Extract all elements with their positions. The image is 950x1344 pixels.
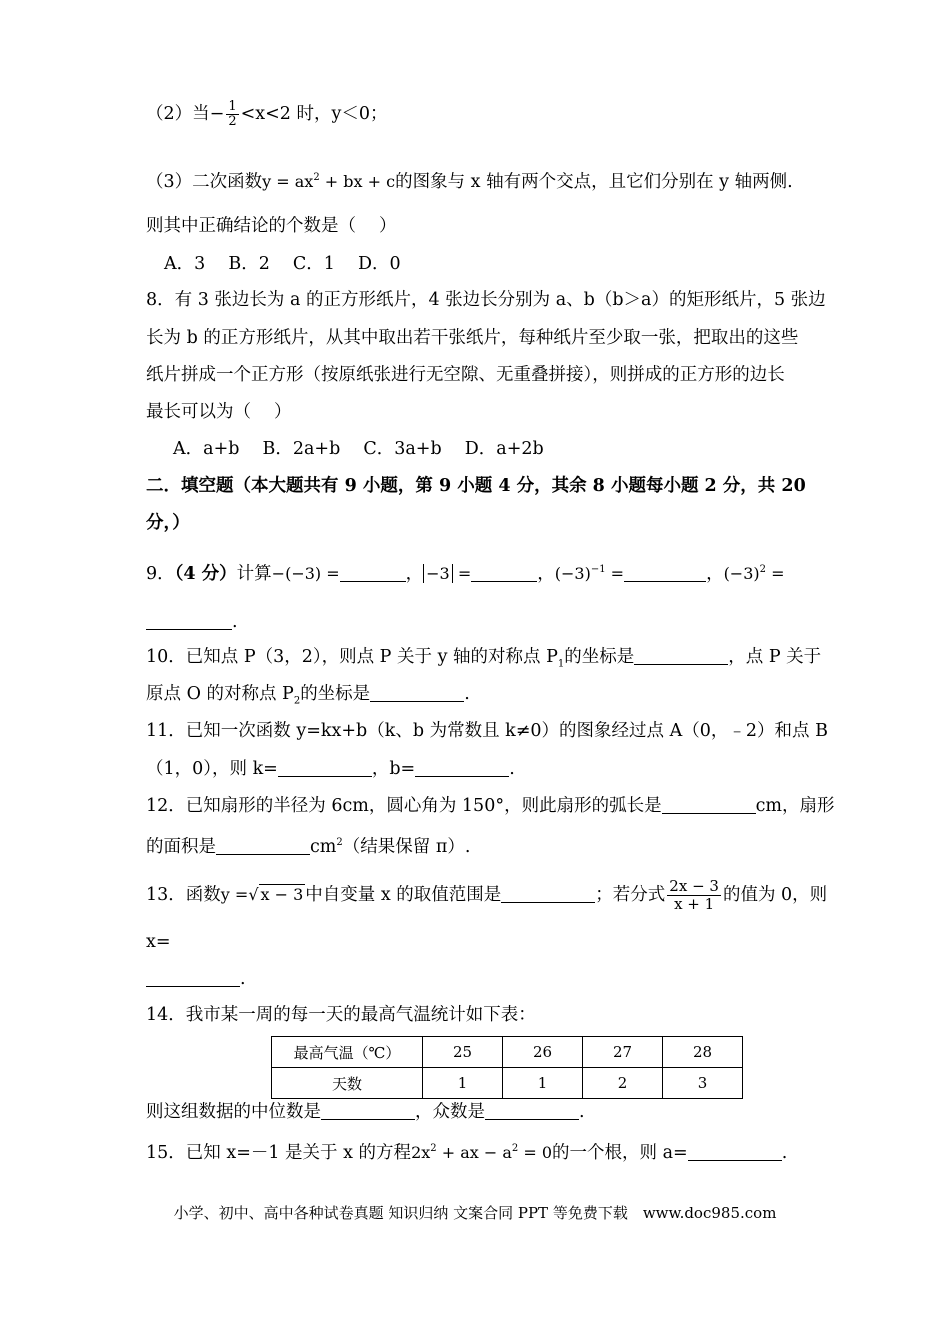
q11-text-b: ，b= [371, 759, 416, 779]
q13-fraction [667, 878, 721, 913]
q9-blank-2[interactable] [471, 563, 537, 582]
q14-intro: 14．我市某一周的每一天的最高气温统计如下表： [146, 1005, 536, 1025]
q9-expr4: (−3) [723, 563, 760, 583]
q9-text: 计算 [236, 563, 272, 584]
q15-text-b: 的一个根，则 a= [552, 1142, 688, 1163]
q12-text-b: cm，扇形 [755, 796, 835, 816]
table-cell: 28 [663, 1037, 743, 1068]
q15-text-a: 15．已知 x=－1 是关于 x 的方程 [146, 1142, 412, 1163]
q9-line2 [146, 610, 238, 634]
q7-item2-suffix: <x<2 时，y＜0； [240, 104, 388, 124]
q13-line3 [146, 967, 246, 991]
q13-blank-range[interactable] [501, 884, 595, 903]
q8-line2: 长为 b 的正方形纸片，从其中取出若干张纸片，每种纸片至少取一张，把取出的这些 [146, 328, 799, 348]
q10-line2 [146, 682, 470, 714]
q8-line4: 最长可以为（ ） [146, 402, 292, 422]
q12-blank-arc[interactable] [662, 795, 756, 814]
table-row [272, 1037, 743, 1068]
table-cell: 1 [503, 1068, 583, 1099]
q15-exponent-1: 2 [430, 1143, 437, 1154]
q11-blank-k[interactable] [278, 758, 372, 777]
q13-blank-x[interactable] [146, 968, 240, 987]
q9-expr3: (−3) [554, 563, 591, 583]
q14-end: . [579, 1102, 585, 1122]
q12-text-e: （结果保留 π）. [342, 836, 471, 857]
q15-exponent-2: 2 [511, 1143, 519, 1154]
q9-expr1: −(−3) = [271, 563, 340, 583]
q15-blank-a[interactable] [688, 1142, 782, 1161]
q10-line1 [146, 645, 821, 677]
table-row [272, 1068, 743, 1099]
q10-subscript-2: 2 [293, 695, 301, 707]
q15-eq-b: + ax − a [436, 1142, 512, 1162]
q11-line1: 11．已知一次函数 y=kx+b（k、b 为常数且 k≠0）的图象经过点 A（0，﹣2）和点 B [146, 721, 828, 741]
q7-item3-prefix: （3）二次函数 [146, 171, 263, 192]
q9-expr2-eq: = [452, 563, 472, 583]
q13-function: y = [220, 885, 249, 904]
q7-item3 [146, 166, 793, 194]
q7-options: A．3 B．2 C．1 D．0 [164, 254, 401, 274]
q9-expr2: −3 [423, 564, 453, 583]
table-cell: 27 [583, 1037, 663, 1068]
q10-blank-1[interactable] [634, 646, 728, 665]
q8-line1: 8．有 3 张边长为 a 的正方形纸片，4 张边长分别为 a、b（b＞a）的矩形纸片，5 张边 [146, 290, 826, 310]
q10-subscript-1: 1 [557, 658, 565, 670]
q7-item3-suffix: 的图象与 x 轴有两个交点，且它们分别在 y 轴两侧. [395, 171, 793, 192]
q9-separator: ， [405, 563, 424, 584]
q13-line1 [146, 878, 827, 913]
q13-prefix: 13．函数 [146, 885, 221, 905]
q10-blank-2[interactable] [370, 683, 464, 702]
section2-heading-line2: 分，） [146, 513, 190, 533]
q9-blank-3[interactable] [624, 563, 706, 582]
sqrt-icon: √ [248, 885, 259, 904]
temperature-table [271, 1036, 743, 1099]
q14-blank-median[interactable] [321, 1101, 415, 1120]
q15-end: . [781, 1142, 788, 1163]
q14-blank-mode[interactable] [485, 1101, 579, 1120]
q9-separator: ， [706, 563, 724, 584]
table-cell: 最高气温（℃） [272, 1037, 423, 1068]
fraction-numerator: 2x − 3 [669, 877, 719, 895]
q13-radicand: x − 3 [260, 885, 304, 904]
q9-expr4-eq: = [766, 563, 785, 583]
q13-line2: x= [146, 932, 171, 952]
q14-text-a: 则这组数据的中位数是 [146, 1102, 321, 1122]
q7-item2 [146, 100, 388, 129]
table-cell: 3 [663, 1068, 743, 1099]
q9-blank-1[interactable] [340, 563, 406, 582]
q11-line2 [146, 757, 515, 781]
page-footer: 小学、初中、高中各种试卷真题 知识归纳 文案合同 PPT 等免费下载 www.doc985.com [173, 1204, 777, 1222]
q12-text-c: 的面积是 [146, 836, 216, 857]
q9-expr3-eq: = [605, 563, 625, 583]
q9-number: 9． [146, 563, 175, 584]
q7-item2-fraction [226, 100, 238, 129]
table-cell: 2 [583, 1068, 663, 1099]
q8-line3: 纸片拼成一个正方形（按原纸张进行无空隙、无重叠拼接），则拼成的正方形的边长 [146, 365, 785, 385]
q10-text-b: 的坐标是 [564, 647, 635, 667]
q11-end: . [509, 759, 515, 779]
q10-end: . [464, 684, 470, 704]
q7-item2-minus: − [209, 104, 225, 124]
q15-line [146, 1137, 787, 1165]
q13-text-c: 的值为 0，则 [722, 885, 828, 905]
q9-expr4-exponent: 2 [759, 564, 767, 575]
q10-text-d: 原点 O 的对称点 P [146, 684, 294, 704]
q12-text-a: 12．已知扇形的半径为 6cm，圆心角为 150°，则此扇形的弧长是 [146, 796, 662, 816]
q7-item3-formula: y = ax [262, 171, 314, 191]
q10-text-e: 的坐标是 [300, 684, 371, 704]
table-cell: 天数 [272, 1068, 423, 1099]
q13-text-a: 中自变量 x 的取值范围是 [305, 885, 502, 905]
q9-points: （4 分） [174, 563, 237, 584]
table-cell: 1 [423, 1068, 503, 1099]
fraction-denominator: 2 [228, 114, 237, 129]
q14-text-b: ，众数是 [415, 1102, 485, 1122]
q12-blank-area[interactable] [216, 836, 310, 855]
table-cell: 26 [503, 1037, 583, 1068]
q9-expr3-exponent: −1 [590, 564, 606, 575]
q11-text-a: （1，0），则 k= [146, 759, 278, 779]
q7-item3-formula-rest: + bx + c [319, 171, 396, 191]
fraction-denominator: x + 1 [674, 895, 715, 913]
q8-options: A．a+b B．2a+b C．3a+b D．a+2b [173, 439, 544, 459]
fraction-numerator: 1 [228, 99, 237, 114]
q7-item2-prefix: （2）当 [146, 104, 210, 124]
q10-text-c: ，点 P 关于 [728, 647, 822, 667]
q11-blank-b[interactable] [415, 758, 509, 777]
q7-question: 则其中正确结论的个数是（ ） [146, 216, 397, 236]
table-cell: 25 [423, 1037, 503, 1068]
q9-end: . [232, 612, 238, 632]
q12-line1 [146, 794, 834, 818]
q9-line1 [146, 558, 785, 586]
q13-text-b: ；若分式 [595, 885, 666, 905]
q14-question [146, 1100, 585, 1124]
q7-item3-exponent: 2 [313, 172, 320, 183]
q10-text-a: 10．已知点 P（3，2），则点 P 关于 y 轴的对称点 P [146, 647, 558, 667]
q15-eq-a: 2x [411, 1142, 431, 1162]
q12-text-d: cm [310, 836, 337, 857]
q9-separator: ， [537, 563, 555, 584]
section2-heading-line1: 二．填空题（本大题共有 9 小题，第 9 小题 4 分，其余 8 小题每小题 2 分，共 20 [146, 476, 806, 496]
q15-eq-c: = 0 [518, 1142, 553, 1162]
q12-exponent: 2 [336, 837, 343, 848]
q13-end: . [240, 969, 246, 989]
q9-blank-4[interactable] [146, 611, 232, 630]
q12-line2 [146, 831, 470, 859]
